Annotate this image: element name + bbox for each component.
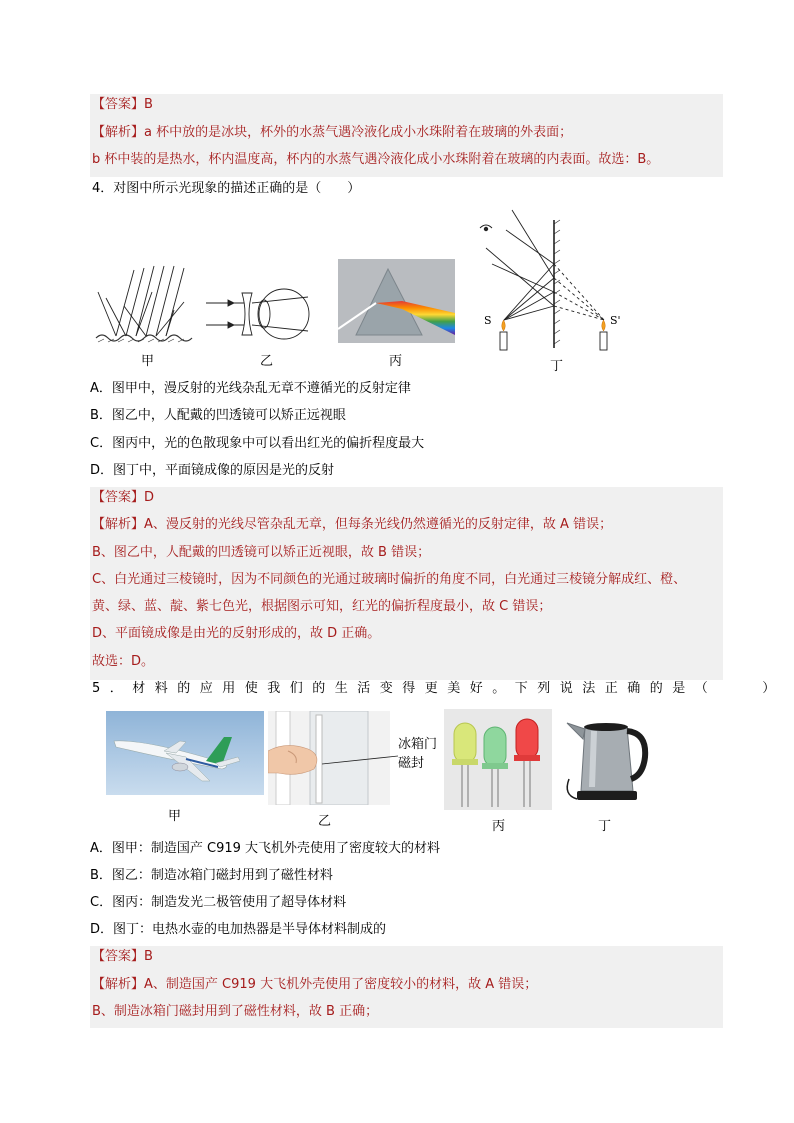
q5-fridge-pointer [300,740,400,780]
q5-analysis-line-2: B、制造冰箱门磁封用到了磁性材料，故 B 正确； [92,1004,379,1019]
q4-analysis-line-6: 故选：D。 [92,654,155,669]
q5-option-d: D．图丁：电热水壶的电加热器是半导体材料制成的 [90,922,387,937]
q5-figure-bing [444,709,552,810]
q4-option-c: C．图丙中，光的色散现象中可以看出红光的偏折程度最大 [90,436,425,451]
q5-figure-ding [561,709,656,807]
q4-analysis-line-3: C、白光通过三棱镜时，因为不同颜色的光通过玻璃时偏折的角度不同，白光通过三棱镜分解成红、橙、 [92,572,687,587]
q4-figure-ding [478,208,636,360]
q4-stem: 4．对图中所示光现象的描述正确的是（ ） [92,181,361,196]
q5-figure-jia [106,711,264,795]
answer-value: D [144,490,155,505]
q4-option-d: D．图丁中，平面镜成像的原因是光的反射 [90,463,335,478]
analysis-tag: 【解析】 [92,125,145,140]
q4-analysis-line-1: 【解析】A、漫反射的光线尽管杂乱无章，但每条光线仍然遵循光的反射定律，故 A 错误； [92,517,613,532]
q4-caption-ding: 丁 [550,359,564,374]
label-s-prime: S' [610,314,621,327]
q5-caption-jia: 甲 [168,809,182,824]
q5-stem: 5．材料的应用使我们的生活变得更美好。下列说法正确的是（ ） [92,681,785,696]
q4-answer-line [92,489,154,507]
q4-caption-yi: 乙 [260,354,274,369]
q5-analysis-line-1: 【解析】A、制造国产 C919 大飞机外壳使用了密度较小的材料，故 A 错误； [92,977,538,992]
q5-fridge-label-1: 冰箱门 [398,737,438,752]
q5-option-c: C．图丙：制造发光二极管使用了超导体材料 [90,895,347,910]
q4-figure-bing [338,259,455,343]
q3-analysis-line-1: 【解析】a 杯中放的是冰块，杯外的水蒸气遇冷液化成小水珠附着在玻璃的外表面； [92,125,573,140]
answer-tag: 【答案】 [92,949,145,964]
q4-caption-jia: 甲 [141,354,155,369]
q5-caption-yi: 乙 [318,814,332,829]
q4-option-b: B．图乙中，人配戴的凹透镜可以矫正远视眼 [90,408,346,423]
q4-analysis-line-4: 黄、绿、蓝、靛、紫七色光，根据图示可知，红光的偏折程度最小，故 C 错误； [92,599,552,614]
q4-figure-jia [94,262,200,344]
q5-option-a: A．图甲：制造国产 C919 大飞机外壳使用了密度较大的材料 [90,841,441,856]
analysis-tag: 【解析】 [92,517,145,532]
q3-answer-line [92,96,153,114]
eye-icon [480,225,492,231]
q5-caption-ding: 丁 [598,819,612,834]
q4-option-a: A．图甲中，漫反射的光线杂乱无章不遵循光的反射定律 [90,381,411,396]
q5-answer-line [92,948,153,966]
q4-analysis-line-2: B、图乙中，人配戴的凹透镜可以矫正近视眼，故 B 错误； [92,545,431,560]
q5-option-b: B．图乙：制造冰箱门磁封用到了磁性材料 [90,868,333,883]
q5-fridge-label-2: 磁封 [398,756,425,771]
answer-value: B [144,97,153,112]
answer-tag: 【答案】 [92,97,145,112]
label-s: S [484,314,492,327]
q5-caption-bing: 丙 [492,819,506,834]
q4-figure-yi [204,285,314,343]
q4-analysis-line-5: D、平面镜成像是由光的反射形成的，故 D 正确。 [92,626,381,641]
answer-tag: 【答案】 [92,490,145,505]
q4-caption-bing: 丙 [389,354,403,369]
answer-value: B [144,949,153,964]
analysis-tag: 【解析】 [92,977,145,992]
q3-analysis-line-2: b 杯中装的是热水，杯内温度高，杯内的水蒸气遇冷液化成小水珠附着在玻璃的内表面。故选：B。 [92,152,660,167]
